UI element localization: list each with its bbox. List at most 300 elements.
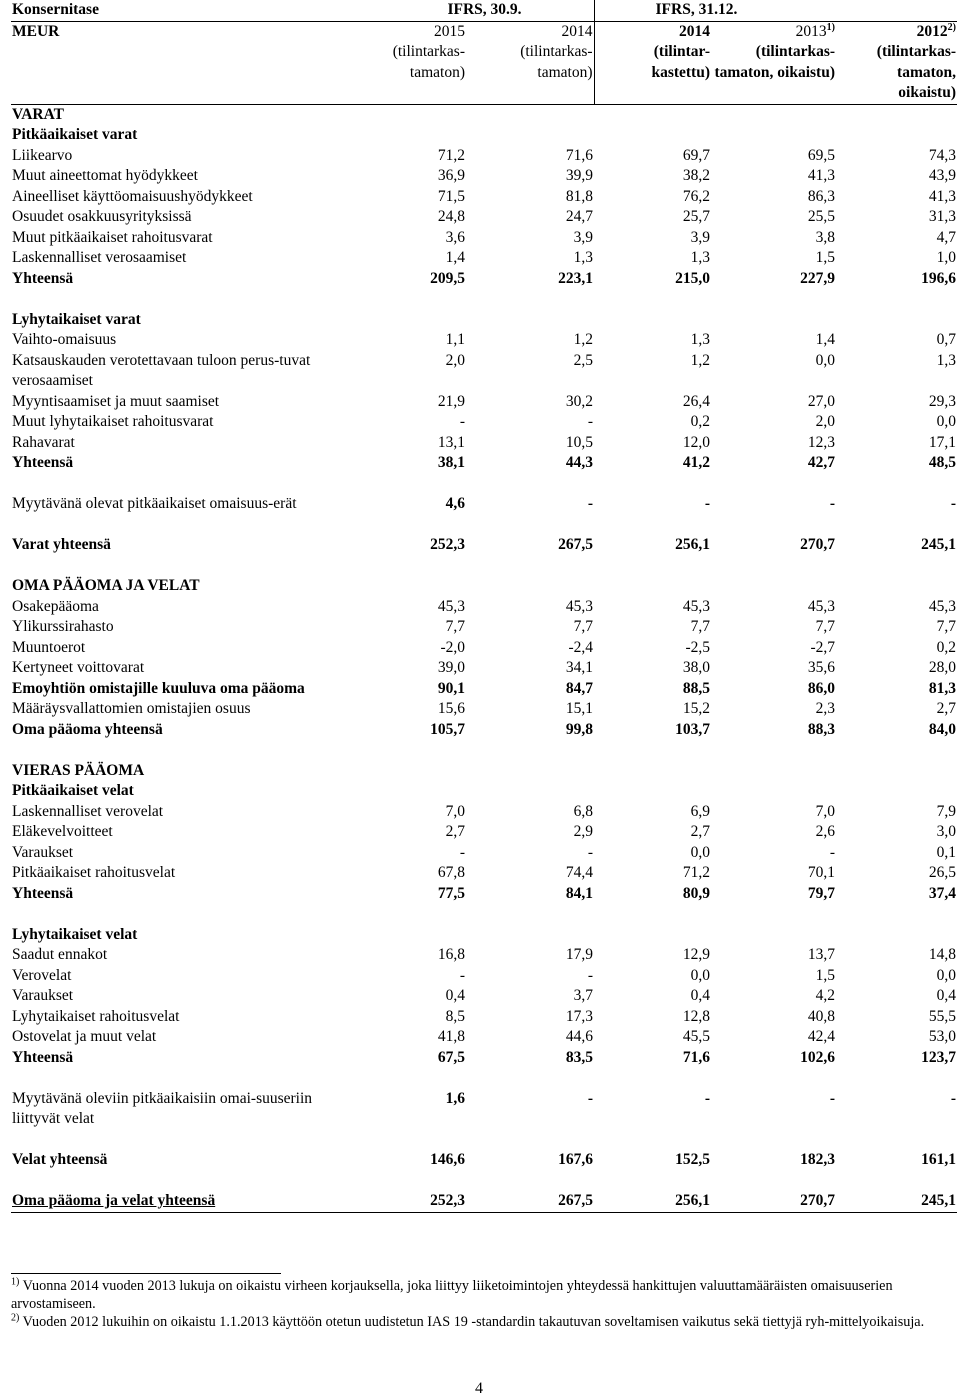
row-value-col2: 15,1	[565, 700, 594, 717]
row-value-col4: -	[829, 495, 836, 512]
row-value-col5: 53,0	[928, 1028, 957, 1045]
row-label: Oma pääoma yhteensä	[12, 720, 163, 738]
row-value-col1: 67,5	[437, 1048, 465, 1066]
row-value-col2: -	[587, 1089, 594, 1107]
row-value-col5: 29,3	[928, 392, 957, 410]
row-value-col1: 1,6	[445, 1089, 465, 1107]
row-label: Yhteensä	[12, 1048, 74, 1066]
table-row	[11, 330, 957, 351]
unit-label: MEUR	[11, 21, 341, 104]
row-label: Muut aineettomat hyödykkeet	[12, 167, 198, 184]
row-value-col4: 86,0	[807, 679, 836, 697]
row-value-col3: 38,2	[682, 167, 711, 184]
row-value-col3: 41,2	[682, 454, 711, 471]
row-value-col1: -	[459, 843, 465, 861]
row-label: Myytävänä oleviin pitkäaikaisiin omai-suuseriin liittyvät velat	[12, 1089, 313, 1127]
row-value-col4	[711, 104, 836, 125]
table-row	[11, 822, 957, 843]
table-row	[11, 1089, 957, 1130]
row-label: Pitkäaikaiset velat	[12, 782, 134, 799]
row-value-col4: 40,8	[807, 1007, 836, 1025]
row-value-col2: 30,2	[565, 392, 594, 410]
row-label: Liikearvo	[12, 146, 73, 164]
table-row	[11, 658, 957, 679]
table-row	[11, 310, 957, 331]
row-value-col3	[594, 576, 711, 597]
row-label: Katsauskauden verotettavaan tuloon perus-tuvat verosaamiset	[12, 351, 311, 389]
row-value-col3	[594, 310, 711, 331]
row-value-col2: 83,5	[565, 1048, 594, 1066]
row-value-col2	[466, 125, 594, 146]
row-value-col3: 71,2	[682, 864, 711, 881]
row-value-col5: 28,0	[928, 659, 957, 676]
row-value-col3	[594, 125, 711, 146]
row-value-col2: -2,4	[568, 638, 594, 656]
row-value-col5: 14,8	[928, 946, 957, 963]
table-row	[11, 433, 957, 454]
table-row	[11, 597, 957, 618]
table-row	[11, 1027, 957, 1048]
row-label: Verovelat	[12, 966, 72, 984]
row-value-col4: 2,3	[815, 700, 836, 717]
row-value-col2: 3,9	[573, 228, 594, 246]
row-value-col4: 270,7	[800, 536, 836, 553]
row-value-col1: -	[459, 966, 465, 984]
page-number: 4	[475, 1380, 483, 1397]
row-value-col4: 45,3	[807, 597, 836, 615]
row-value-col5: 245,1	[921, 536, 957, 553]
row-label: Pitkäaikaiset varat	[12, 126, 138, 143]
row-value-col2	[466, 104, 594, 125]
row-value-col4	[711, 576, 836, 597]
row-value-col5: 7,7	[936, 618, 957, 635]
row-value-col5: 3,0	[936, 823, 957, 840]
table-row	[11, 412, 957, 433]
spacer-row	[11, 1130, 957, 1151]
row-value-col5: 81,3	[928, 679, 957, 697]
spacer-row	[11, 740, 957, 761]
table-row	[11, 679, 957, 700]
table-row	[11, 986, 957, 1007]
table-row	[11, 535, 957, 556]
table-row	[11, 1150, 957, 1171]
row-value-col4: 4,2	[815, 987, 836, 1004]
row-value-col3: 1,3	[690, 331, 711, 348]
spacer-row	[11, 474, 957, 495]
balance-sheet-table	[11, 0, 957, 1213]
row-value-col3: 152,5	[675, 1151, 711, 1168]
row-value-col2: 7,7	[573, 618, 594, 635]
row-value-col4: 79,7	[807, 884, 836, 902]
row-value-col3: 256,1	[675, 536, 711, 553]
table-row	[11, 392, 957, 413]
spacer-row	[11, 289, 957, 310]
row-value-col4: 270,7	[711, 1191, 836, 1212]
row-label: OMA PÄÄOMA JA VELAT	[12, 577, 200, 594]
row-value-col4: 102,6	[800, 1048, 836, 1066]
table-row	[11, 146, 957, 167]
row-value-col2: 45,3	[565, 597, 594, 615]
table-row	[11, 761, 957, 782]
group-header-interim: IFRS, 30.9.	[341, 0, 594, 21]
row-value-col1: 1,1	[445, 331, 465, 348]
row-label: Muuntoerot	[12, 638, 86, 656]
row-value-col2: 167,6	[558, 1151, 594, 1168]
row-label: Eläkevelvoitteet	[12, 823, 113, 840]
row-value-col4	[711, 310, 836, 331]
row-value-col1: 15,6	[437, 700, 465, 717]
row-value-col3: 0,0	[690, 843, 711, 861]
row-value-col5: 48,5	[928, 454, 957, 471]
row-value-col3: 26,4	[682, 392, 711, 410]
row-label: Lyhytaikaiset varat	[12, 310, 141, 328]
row-value-col5: 0,7	[936, 331, 957, 348]
row-value-col5: 45,3	[928, 597, 957, 615]
row-value-col5: 1,3	[936, 351, 957, 369]
row-value-col3: 0,4	[690, 987, 711, 1004]
row-value-col5: 37,4	[928, 884, 957, 902]
row-label: Aineelliset käyttöomaisuushyödykkeet	[12, 187, 253, 205]
row-value-col2: 24,7	[565, 208, 594, 225]
row-value-col5: 2,7	[936, 700, 957, 717]
table-row	[11, 720, 957, 741]
row-value-col1: 77,5	[437, 884, 465, 902]
row-label: Kertyneet voittovarat	[12, 659, 145, 676]
row-value-col4: 86,3	[807, 187, 836, 205]
row-value-col4: 25,5	[807, 208, 836, 225]
row-value-col3: 88,5	[682, 679, 711, 697]
row-value-col2: 44,3	[565, 454, 594, 471]
row-value-col1: 38,1	[437, 454, 465, 471]
row-value-col4: 42,7	[807, 454, 836, 471]
row-value-col2: 2,9	[573, 823, 594, 840]
row-value-col1: -	[459, 413, 465, 430]
row-value-col1: 3,6	[445, 228, 465, 246]
row-value-col1: 24,8	[437, 208, 465, 225]
row-value-col5: 0,0	[936, 966, 957, 984]
row-value-col1: 41,8	[437, 1028, 465, 1045]
row-label: Määräysvallattomien omistajien osuus	[12, 700, 251, 717]
row-value-col1: 71,2	[437, 146, 465, 164]
row-value-col3: 256,1	[594, 1191, 711, 1212]
row-value-col2: 44,6	[565, 1028, 594, 1045]
row-value-col4: 41,3	[807, 167, 836, 184]
table-row	[11, 884, 957, 905]
row-label: Velat yhteensä	[12, 1151, 108, 1168]
row-value-col1: 105,7	[430, 720, 465, 738]
footnote-rule	[11, 1273, 281, 1274]
spacer-row	[11, 556, 957, 577]
row-value-col2: 2,5	[573, 351, 594, 369]
row-value-col5: 1,0	[936, 249, 957, 266]
row-value-col4: 13,7	[807, 946, 836, 963]
row-value-col1	[341, 761, 466, 782]
row-value-col2: 223,1	[558, 269, 594, 287]
table-row	[11, 966, 957, 987]
row-value-col4: 88,3	[807, 720, 836, 738]
row-value-col5: -	[950, 495, 957, 512]
row-label: Ylikurssirahasto	[12, 618, 114, 635]
table-row	[11, 453, 957, 474]
row-value-col3: 45,3	[682, 597, 711, 615]
row-value-col2	[466, 310, 594, 331]
row-value-col1: 71,5	[437, 187, 465, 205]
row-value-col3: 71,6	[682, 1048, 711, 1066]
row-value-col3: 80,9	[682, 884, 711, 902]
row-value-col2: 34,1	[565, 659, 594, 676]
row-value-col2	[466, 761, 594, 782]
row-value-col4: 70,1	[807, 864, 836, 881]
row-value-col5: 7,9	[936, 802, 957, 820]
row-value-col3	[594, 104, 711, 125]
row-value-col2: -	[587, 966, 594, 984]
row-value-col3: -2,5	[685, 638, 711, 656]
row-value-col5	[836, 576, 957, 597]
row-label: Vaihto-omaisuus	[12, 331, 117, 348]
row-value-col3: 45,5	[682, 1028, 711, 1045]
row-label: Oma pääoma ja velat yhteensä	[11, 1191, 341, 1212]
row-label: Osuudet osakkuusyrityksissä	[12, 208, 192, 225]
row-value-col1: -2,0	[440, 638, 465, 656]
row-value-col5: 74,3	[928, 146, 957, 164]
row-value-col4: 227,9	[800, 269, 836, 287]
row-value-col3: 0,2	[690, 413, 711, 430]
row-value-col4: 1,5	[815, 249, 836, 266]
row-value-col3: 215,0	[675, 269, 711, 287]
header-row-1	[11, 0, 957, 21]
table-row	[11, 802, 957, 823]
row-value-col1: 21,9	[437, 392, 465, 410]
row-value-col4: 69,5	[807, 146, 836, 164]
row-value-col2: 17,3	[565, 1007, 594, 1025]
row-label: Varaukset	[12, 987, 74, 1004]
row-value-col4	[711, 761, 836, 782]
row-value-col2: 99,8	[565, 720, 594, 738]
table-row	[11, 843, 957, 864]
row-label: Emoyhtiön omistajille kuuluva oma pääoma	[12, 679, 305, 697]
row-value-col2: 1,3	[573, 249, 594, 266]
row-value-col3: 76,2	[682, 187, 711, 205]
row-value-col4	[711, 925, 836, 946]
row-value-col3: 1,3	[690, 249, 711, 266]
row-value-col3: 3,9	[690, 228, 711, 246]
row-value-col4: 2,0	[815, 413, 836, 430]
spacer-row	[11, 904, 957, 925]
row-value-col4: 0,0	[815, 351, 836, 369]
row-value-col3: -	[704, 1089, 711, 1107]
row-value-col2: 17,9	[565, 946, 594, 963]
row-value-col1: 67,8	[437, 864, 465, 881]
row-value-col5: -	[950, 1089, 957, 1107]
row-value-col3: 38,0	[682, 659, 711, 676]
row-value-col1: 13,1	[437, 433, 465, 451]
row-value-col2: 10,5	[565, 433, 594, 451]
row-value-col2: 84,7	[565, 679, 594, 697]
row-value-col5: 0,0	[936, 413, 957, 430]
table-row	[11, 166, 957, 187]
row-label: Yhteensä	[12, 884, 74, 902]
row-value-col1	[341, 310, 466, 331]
row-value-col3: 103,7	[675, 720, 711, 738]
row-label: Myyntisaamiset ja muut saamiset	[12, 392, 220, 410]
row-value-col1: 252,3	[341, 1191, 466, 1212]
row-label: Pitkäaikaiset rahoitusvelat	[12, 864, 176, 881]
row-value-col4: -2,7	[810, 638, 836, 656]
row-value-col3: 6,9	[690, 802, 711, 820]
row-label: Muut pitkäaikaiset rahoitusvarat	[12, 228, 213, 246]
balance-sheet-page	[11, 0, 957, 1213]
row-value-col1: 4,6	[445, 495, 465, 512]
row-value-col4: 2,6	[815, 823, 836, 840]
col-header-1: 2015 (tilintarkas-tamaton)	[341, 21, 466, 104]
row-value-col5: 55,5	[928, 1007, 957, 1025]
row-label: Muut lyhytaikaiset rahoitusvarat	[12, 413, 214, 430]
table-row	[11, 104, 957, 125]
table-row	[11, 863, 957, 884]
row-value-col3	[594, 761, 711, 782]
row-value-col2: 3,7	[573, 987, 594, 1004]
row-value-col2: 39,9	[565, 167, 594, 184]
row-value-col4: 3,8	[815, 228, 836, 246]
row-value-col1	[341, 925, 466, 946]
row-value-col5: 26,5	[928, 864, 957, 881]
row-value-col2: -	[587, 843, 594, 861]
col-header-4: 2013$^{1)}$ (tilintarkas-tamaton, oikaistu)	[711, 21, 836, 104]
row-value-col1: 1,4	[445, 249, 465, 266]
row-value-col5: 41,3	[928, 187, 957, 205]
table-row	[11, 1048, 957, 1069]
row-value-col3: 25,7	[682, 208, 711, 225]
row-label: Rahavarat	[12, 433, 75, 451]
table-row	[11, 617, 957, 638]
row-value-col2: 84,1	[565, 884, 594, 902]
row-value-col2	[466, 925, 594, 946]
row-value-col4: 27,0	[807, 392, 836, 410]
row-value-col4: -	[829, 843, 836, 861]
row-label: Varat yhteensä	[12, 536, 111, 553]
row-value-col2: 1,2	[573, 331, 594, 348]
row-value-col3: 0,0	[690, 966, 711, 984]
footnotes	[11, 1277, 946, 1331]
row-value-col5: 4,7	[936, 228, 957, 246]
row-value-col1: 146,6	[430, 1151, 465, 1168]
row-value-col3: 2,7	[690, 823, 711, 840]
table-row	[11, 576, 957, 597]
group-header-annual: IFRS, 31.12.	[594, 0, 957, 21]
row-value-col2: 81,8	[565, 187, 594, 205]
row-value-col3: 15,2	[682, 700, 711, 717]
row-value-col1: 39,0	[437, 659, 465, 676]
row-value-col4: -	[829, 1089, 836, 1107]
row-value-col1: 252,3	[430, 536, 465, 553]
row-value-col2	[466, 576, 594, 597]
row-value-col3	[594, 925, 711, 946]
col-header-3: 2014 (tilintar-kastettu)	[594, 21, 711, 104]
row-value-col1: 2,7	[445, 823, 465, 840]
row-value-col2	[466, 781, 594, 802]
row-value-col1: 7,0	[445, 802, 465, 820]
row-value-col1: 45,3	[437, 597, 465, 615]
table-row	[11, 125, 957, 146]
row-value-col1: 16,8	[437, 946, 465, 963]
row-value-col3: 12,8	[682, 1007, 711, 1025]
row-value-col1: 2,0	[445, 351, 465, 369]
table-row	[11, 925, 957, 946]
row-label: Laskennalliset verosaamiset	[12, 249, 187, 266]
row-value-col3: 1,2	[690, 351, 711, 369]
row-value-col5: 84,0	[928, 720, 957, 738]
table-row	[11, 248, 957, 269]
row-value-col4: 1,4	[815, 331, 836, 348]
row-label: Myytävänä olevat pitkäaikaiset omaisuus-erät	[12, 495, 297, 512]
row-label: Ostovelat ja muut velat	[12, 1028, 157, 1045]
table-row	[11, 1191, 957, 1212]
table-row	[11, 945, 957, 966]
row-value-col5	[836, 104, 957, 125]
row-value-col2: 71,6	[565, 146, 594, 164]
row-value-col1: 8,5	[445, 1007, 465, 1025]
row-value-col5	[836, 925, 957, 946]
footnote-1: $^{1)}$ Vuonna 2014 vuoden 2013 lukuja on oikaistu virheen korjauksella, joka liittyy liiketoimintojen yhteydessä hankittujen valuuttamääräisten omaisuuserien arvostamiseen.	[11, 1276, 893, 1312]
spacer-row	[11, 1171, 957, 1192]
row-label: Laskennalliset verovelat	[12, 802, 164, 820]
row-value-col4: 7,7	[815, 618, 836, 635]
row-value-col5: 31,3	[928, 208, 957, 225]
row-value-col2: 267,5	[466, 1191, 594, 1212]
row-label: VARAT	[12, 105, 64, 123]
row-value-col2: 267,5	[558, 536, 594, 553]
table-title: Konsernitase	[11, 0, 341, 21]
row-label: Yhteensä	[12, 454, 74, 471]
row-value-col4: 182,3	[800, 1151, 836, 1168]
row-value-col5	[836, 781, 957, 802]
row-value-col5	[836, 125, 957, 146]
row-value-col2: -	[587, 413, 594, 430]
row-label: Varaukset	[12, 843, 74, 861]
row-value-col1: 7,7	[445, 618, 465, 635]
table-row	[11, 351, 957, 392]
row-value-col4: 1,5	[815, 966, 836, 984]
row-value-col1: 36,9	[437, 167, 465, 184]
row-value-col3	[594, 781, 711, 802]
row-value-col4	[711, 781, 836, 802]
row-label: Osakepääoma	[12, 597, 99, 615]
spacer-row	[11, 515, 957, 536]
row-value-col1: 0,4	[445, 987, 465, 1004]
table-row	[11, 269, 957, 290]
row-value-col5	[836, 761, 957, 782]
row-value-col4: 42,4	[807, 1028, 836, 1045]
row-value-col2: 74,4	[565, 864, 594, 881]
table-row	[11, 187, 957, 208]
row-value-col1: 90,1	[437, 679, 465, 697]
row-value-col5	[836, 310, 957, 331]
table-row	[11, 638, 957, 659]
row-value-col3: 7,7	[690, 618, 711, 635]
row-label: Saadut ennakot	[12, 946, 108, 963]
row-label: Yhteensä	[12, 269, 74, 287]
table-row	[11, 1007, 957, 1028]
row-value-col1	[341, 781, 466, 802]
row-value-col4: 12,3	[807, 433, 836, 451]
table-row	[11, 494, 957, 515]
table-row	[11, 699, 957, 720]
row-label: Lyhytaikaiset rahoitusvelat	[12, 1007, 180, 1025]
table-row	[11, 228, 957, 249]
row-value-col3: 12,0	[682, 433, 711, 451]
row-value-col1	[341, 576, 466, 597]
footnote-2: $^{2)}$ Vuoden 2012 lukuihin on oikaistu 1.1.2013 käyttöön otetun uudistetun IAS 19 -standardin takautuvan soveltamisen vaikutus sekä tiettyjä ryh-mittelyoikaisuja.	[11, 1312, 925, 1330]
